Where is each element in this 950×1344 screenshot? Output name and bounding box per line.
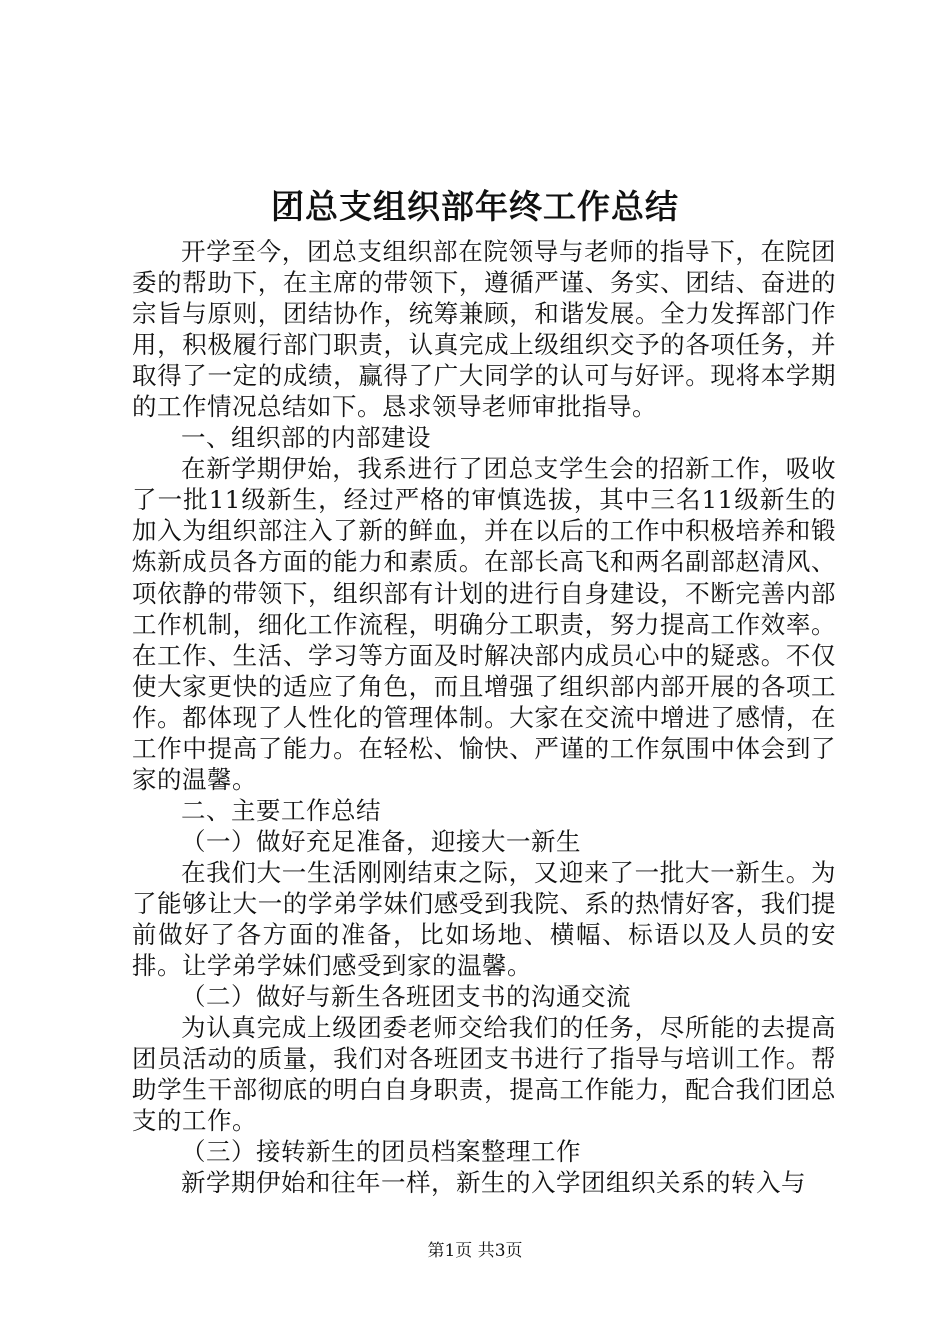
section-heading-1: 一、组织部的内部建设 [181,423,431,453]
subsection-heading-3: （三）接转新生的团员档案整理工作 [181,1137,581,1167]
document-title: 团总支组织部年终工作总结 [271,187,679,226]
paragraph-intro: 开学至今，团总支组织部在院领导与老师的指导下，在院团委的帮助下，在主席的带领下，遵循严谨、务实、团结、奋进的宗旨与原则，团结协作，统筹兼顾，和谐发展。全力发挥部门作用，积极履行部门职责，认真完成上级组织交予的各项任务，并取得了一定的成绩，赢得了广大同学的认可与好评。现将本学期的工作情况总结如下。恳求领导老师审批指导。 [132,237,836,422]
subsection-heading-2: （二）做好与新生各班团支书的沟通交流 [181,982,631,1012]
document-body [132,236,836,1198]
paragraph-archives: 新学期伊始和往年一样，新生的入学团组织关系的转入与 [181,1168,806,1198]
section-heading-2: 二、主要工作总结 [181,795,381,825]
paragraph-communication: 为认真完成上级团委老师交给我们的任务，尽所能的去提高团员活动的质量，我们对各班团支书进行了指导与培训工作。帮助学生干部彻底的明白自身职责，提高工作能力，配合我们团总支的工作。 [132,1013,836,1136]
paragraph-freshmen: 在我们大一生活刚刚结束之际，又迎来了一批大一新生。为了能够让大一的学弟学妹们感受到我院、系的热情好客，我们提前做好了各方面的准备，比如场地、横幅、标语以及人员的安排。让学弟学妹们感受到家的温馨。 [132,857,836,981]
subsection-heading-1: （一）做好充足准备，迎接大一新生 [181,826,581,856]
paragraph-internal-building: 在新学期伊始，我系进行了团总支学生会的招新工作，吸收了一批11级新生，经过严格的审慎选拔，其中三名11级新生的加入为组织部注入了新的鲜血，并在以后的工作中积极培养和锻炼新成员各方面的能力和素质。在部长高飞和两名副部赵清风、项依静的带领下，组织部有计划的进行自身建设，不断完善内部工作机制，细化工作流程，明确分工职责，努力提高工作效率。在工作、生活、学习等方面及时解决部内成员心中的疑惑。不仅使大家更快的适应了角色，而且增强了组织部内部开展的各项工作。都体现了人性化的管理体制。大家在交流中增进了感情，在工作中提高了能力。在轻松、愉快、严谨的工作氛围中体会到了家的温馨。 [132,454,836,794]
page-footer: 第1页 共3页 [427,1241,523,1261]
